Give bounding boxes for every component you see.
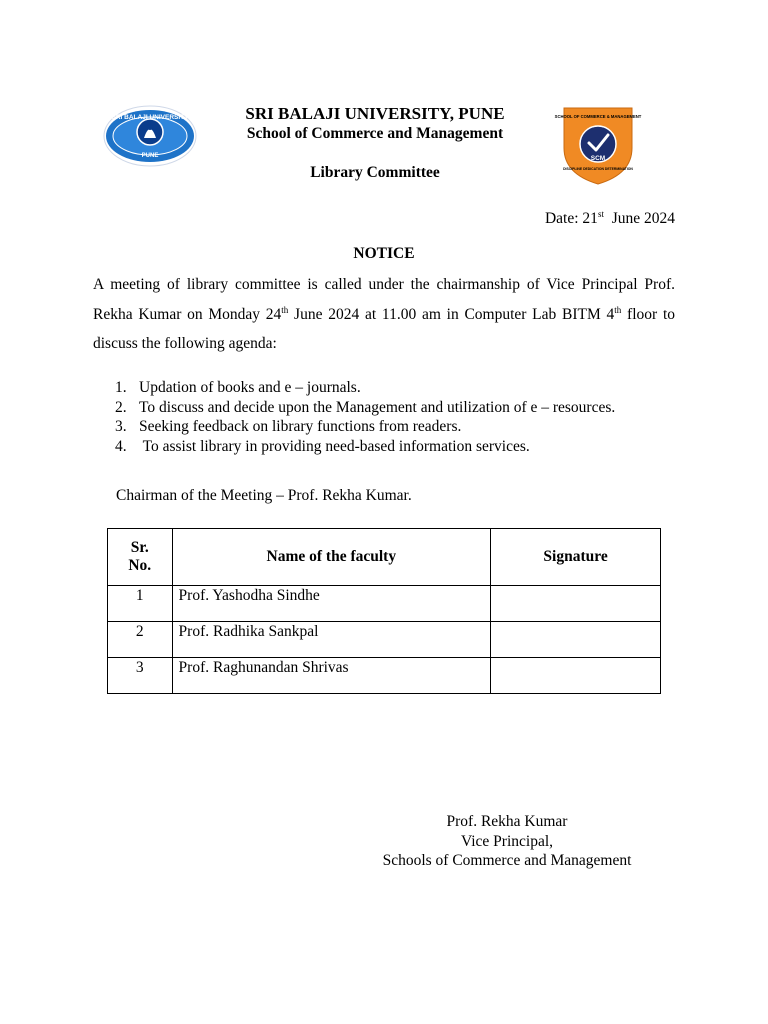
header-sr-no: Sr. No.: [108, 529, 173, 586]
attendance-table: [107, 528, 661, 694]
agenda-item: 2. To discuss and decide upon the Management and utilization of e – resources.: [115, 398, 616, 416]
left-logo-text-top: SRI BALAJI UNIVERSITY: [111, 114, 189, 121]
row-sr: 3: [108, 658, 173, 694]
row-signature[interactable]: [491, 586, 661, 622]
header-name: Name of the faculty: [172, 529, 491, 586]
right-logo-text-bottom: DISCIPLINE DEDICATION DETERMINATION: [563, 167, 633, 171]
signatory-name: Prof. Rekha Kumar: [446, 813, 568, 830]
notice-date: Date: 21st June 2024: [544, 208, 675, 227]
row-signature[interactable]: [491, 658, 661, 694]
table-header-row: [108, 529, 661, 586]
signatory-org: Schools of Commerce and Management: [382, 852, 632, 869]
table-row: [108, 586, 661, 622]
university-logo: [102, 104, 198, 168]
agenda-item: 3. Seeking feedback on library functions from readers.: [115, 418, 462, 435]
row-sr: 1: [108, 586, 173, 622]
row-signature[interactable]: [491, 622, 661, 658]
row-name: Prof. Radhika Sankpal: [172, 622, 491, 658]
left-logo-text-bottom: PUNE: [141, 153, 159, 159]
row-sr: 2: [108, 622, 173, 658]
agenda-item: 4. To assist library in providing need-based information services.: [115, 437, 530, 455]
notice-paragraph: A meeting of library committee is called under the chairmanship of Vice Principal Prof. Rekha Kumar on Monday 24th June 2024 at 11.00 am in Computer Lab BITM 4th floor to discuss the following agenda:: [93, 276, 675, 352]
committee-title: Library Committee: [310, 164, 440, 181]
notice-heading: NOTICE: [353, 245, 415, 262]
agenda-item: 1. Updation of books and e – journals.: [115, 379, 361, 396]
agenda-list: [115, 378, 639, 456]
right-logo-acronym: SCM: [590, 155, 606, 162]
table-row: [108, 622, 661, 658]
table-row: [108, 658, 661, 694]
school-name: School of Commerce and Management: [246, 125, 504, 142]
row-name: Prof. Yashodha Sindhe: [172, 586, 491, 622]
row-name: Prof. Raghunandan Shrivas: [172, 658, 491, 694]
header-signature: Signature: [491, 529, 661, 586]
university-name: SRI BALAJI UNIVERSITY, PUNE: [245, 104, 505, 123]
right-logo-text-top: SCHOOL OF COMMERCE & MANAGEMENT: [554, 114, 642, 119]
signatory-block: [362, 812, 652, 871]
chairman-line: Chairman of the Meeting – Prof. Rekha Kumar.: [116, 487, 412, 504]
school-logo: [554, 104, 642, 186]
signatory-title: Vice Principal,: [460, 832, 554, 850]
